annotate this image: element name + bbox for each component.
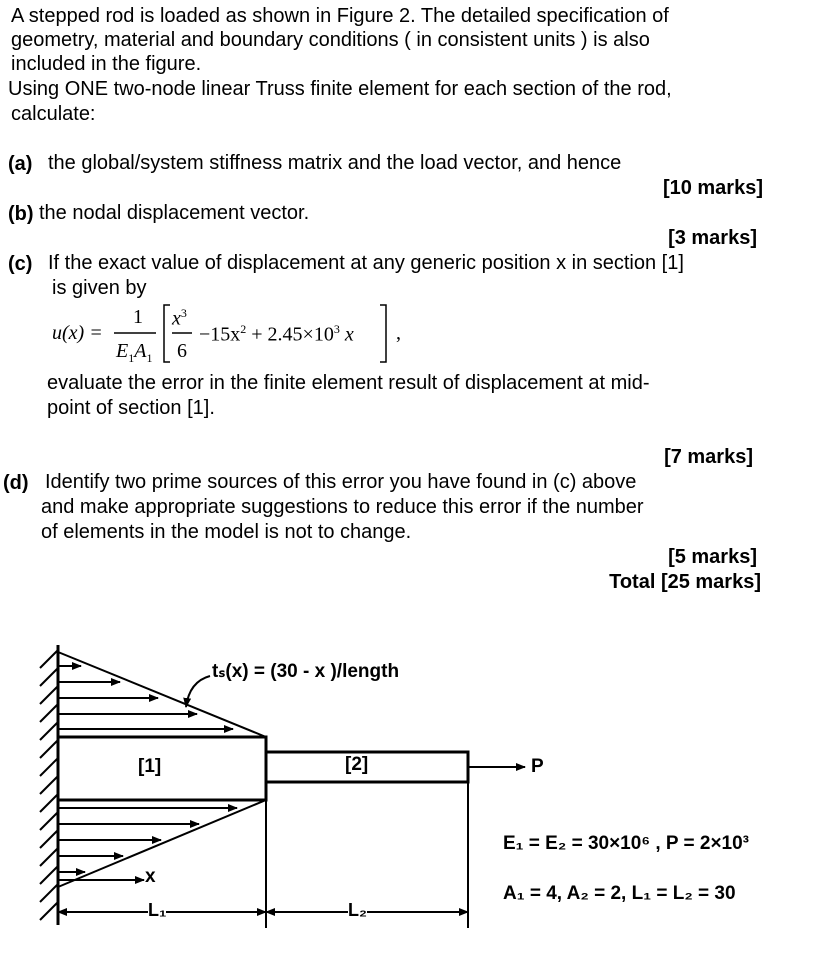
load-p-label: P <box>531 756 544 777</box>
part-d-label: (d) <box>3 472 29 494</box>
part-a-marks: [10 marks] <box>662 177 763 199</box>
part-c-label: (c) <box>8 253 33 275</box>
intro-line-1: A stepped rod is loaded as shown in Figure 2. The detailed specification of <box>11 5 669 27</box>
traction-label: tₛ(x) = (30 - x )/length <box>212 661 400 682</box>
formula-x3-exp: 3 <box>180 306 187 320</box>
section-2-label: [2] <box>345 754 369 775</box>
intro-line-4: Using ONE two-node linear Truss finite element for each section of the rod, <box>8 78 672 100</box>
formula-numerator: 1 <box>133 306 143 328</box>
total-marks: Total [25 marks] <box>609 571 761 593</box>
formula-term3-exp: 3 <box>333 322 340 336</box>
formula-term3: + 2.45×10 <box>251 323 334 346</box>
intro-line-5: calculate: <box>11 103 96 125</box>
formula-comma: , <box>396 322 401 344</box>
formula-lhs: u(x) = <box>52 322 103 344</box>
part-c-text-4: point of section [1]. <box>47 397 215 419</box>
formula-den-e-sub: 1 <box>128 351 135 365</box>
part-d-text-3: of elements in the model is not to change. <box>41 521 412 543</box>
part-b-label: (b) <box>8 203 34 225</box>
formula-den-a: A <box>134 340 147 362</box>
formula-term2-exp: 2 <box>240 322 247 336</box>
section-1-rod <box>58 737 266 800</box>
part-a-label: (a) <box>8 153 33 175</box>
formula-term2: −15x <box>199 323 241 346</box>
part-a-text: the global/system stiffness matrix and the load vector, and hence <box>48 152 622 174</box>
part-d-marks: [5 marks] <box>668 546 757 568</box>
lower-traction-load <box>58 800 266 887</box>
fixed-wall <box>40 645 58 925</box>
properties-line-1: E₁ = E₂ = 30×10⁶ , P = 2×10³ <box>503 833 750 854</box>
section-1-label: [1] <box>138 756 162 777</box>
part-c-marks: [7 marks] <box>664 446 753 468</box>
length-1-label: L₁ <box>148 900 167 920</box>
part-b-text: the nodal displacement vector. <box>39 202 310 224</box>
x-axis-label: x <box>145 866 156 887</box>
length-2-label: L₂ <box>348 900 367 920</box>
intro-line-2: geometry, material and boundary conditions ( in consistent units ) is also <box>11 29 650 51</box>
part-c-text-3: evaluate the error in the finite element result of displacement at mid- <box>47 372 650 394</box>
formula-den-a-sub: 1 <box>146 351 153 365</box>
formula-term3-x: x <box>339 323 354 346</box>
formula-den-e: E <box>116 340 129 362</box>
part-d-text-2: and make appropriate suggestions to reduce this error if the number <box>41 496 644 518</box>
formula-six: 6 <box>177 340 187 362</box>
part-c-text-2: is given by <box>52 277 147 299</box>
intro-line-3: included in the figure. <box>11 53 202 75</box>
formula-x3: x <box>172 307 181 330</box>
part-b-marks: [3 marks] <box>668 227 757 249</box>
properties-line-2: A₁ = 4, A₂ = 2, L₁ = L₂ = 30 <box>503 883 736 904</box>
traction-leader <box>186 676 210 707</box>
part-c-text-1: If the exact value of displacement at any generic position x in section [1] <box>48 252 684 274</box>
part-d-text-1: Identify two prime sources of this error you have found in (c) above <box>45 471 637 493</box>
